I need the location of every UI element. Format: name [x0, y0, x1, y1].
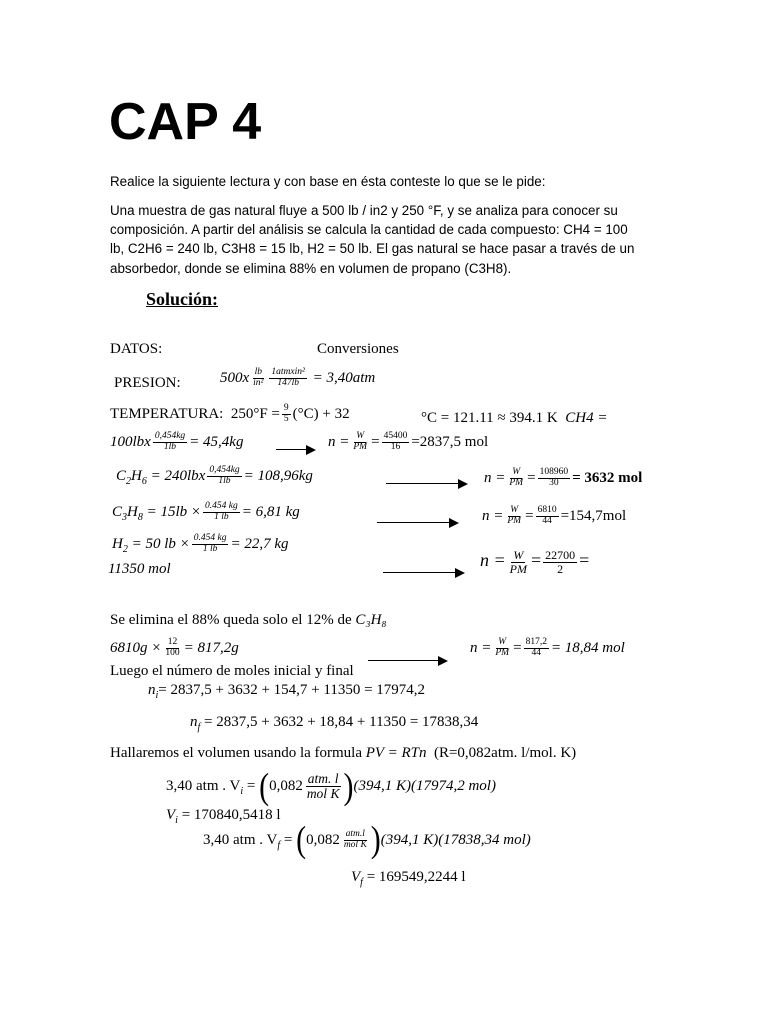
ch4-label: CH4 =: [565, 410, 608, 426]
vi-const: 0,082: [269, 778, 303, 795]
ch4-n-lhs: n =: [328, 433, 350, 450]
nf-value: = 2837,5 + 3632 + 18,84 + 11350 = 17838,34: [204, 714, 479, 730]
vf-unit-fraction: [342, 830, 369, 851]
h2-mass-equation: $H_2 = 50$ lb × $\frac{0.454 kg}{1 lb}$ = 22,7 kg: [112, 533, 289, 555]
vi-unit-fraction: [305, 772, 342, 801]
temperatura-f-den: 5: [283, 413, 289, 424]
elimina-f-den: 100: [165, 647, 180, 658]
h2-f-num: 0.454 kg: [193, 533, 227, 543]
vi-equation: 3,40 atm . $V_i = (0,082$ $\frac{\text{atm. l}}{\text{mol K}}$ )(394,1 K)(17974,2 mol): [166, 765, 496, 807]
elimina-n-result: = 18,84 mol: [550, 639, 625, 656]
problem-line-3: lb, C2H6 = 240 lb, C3H8 = 15 lb, H2 = 50 lb. El gas natural se hace pasar a través de un: [110, 241, 635, 256]
c2h6-v-den: 30: [549, 477, 559, 488]
c2h6-n-lhs: n =: [484, 469, 506, 486]
problem-line-1: Una muestra de gas natural fluye a 500 lb / in2 y 250 °F, y se analiza para conocer su: [110, 203, 618, 218]
c3h8-w: W: [510, 505, 519, 515]
h2-fraction: [192, 534, 229, 555]
h2-w: W: [513, 548, 524, 562]
problem-line-2: composición. A partir del análisis se calcula la cantidad de cada compuesto: CH4 = 100: [110, 222, 628, 237]
h2-n-result: =: [579, 550, 590, 571]
presion-f1-den: in²: [253, 377, 264, 388]
h2-arrow: [383, 564, 465, 582]
temperatura-f-num: 9: [283, 403, 289, 413]
ch4-fraction: [153, 432, 187, 453]
elimina-w-pm: [493, 638, 511, 659]
elimina-arrow: [368, 652, 448, 670]
presion-result: = 3,40atm: [312, 369, 376, 386]
temperatura-eq: 250°F =: [230, 405, 280, 422]
datos-label: DATOS:: [110, 341, 163, 357]
presion-label: PRESION:: [114, 375, 181, 391]
elimina-mass-equation: [110, 638, 239, 659]
presion-fraction-2: [269, 368, 306, 389]
vi-lhs: 3,40 atm . V: [166, 778, 241, 795]
c2h6-values-fraction: [538, 468, 571, 489]
c3h8-moles-equation: n = $\frac{W}{PM}$ = $\frac{6810}{44}$ =154,7mol: [482, 505, 627, 526]
c2h6-n-result: = 3632 mol: [572, 469, 643, 486]
temperatura-eq-rest: (°C) + 32: [292, 405, 350, 422]
elimina-v-den: 44: [531, 647, 541, 658]
c2h6-mass-equation: $C_2H_6 = 240lbx$ $\frac{0,454kg}{1lb}$ = 108,96kg: [116, 465, 313, 487]
vi-c-num: atm. l: [307, 771, 339, 786]
h2-n-lhs: n =: [480, 550, 506, 571]
h2-v-num: 22700: [545, 548, 576, 562]
vi-rest: (394,1 K)(17974,2 mol): [353, 778, 496, 795]
elimina-f-num: 12: [167, 637, 178, 647]
vi-c-den: mol K: [306, 786, 340, 802]
elimina-result: = 817,2g: [183, 639, 239, 656]
c3h8-fraction: [203, 502, 240, 523]
c3h8-pm: PM: [507, 515, 522, 526]
temperatura-equation: [110, 404, 350, 425]
elimina-line: [110, 612, 387, 629]
ch4-w-pm: [351, 432, 369, 453]
elimina-v-num: 817,2: [525, 637, 547, 647]
c3h8-arrow: [377, 514, 459, 532]
elimina-lhs: 6810g ×: [110, 639, 162, 656]
elimina-fraction: [163, 638, 181, 659]
ch4-n-result: =2837,5 mol: [411, 433, 489, 450]
c2h6-moles-equation: n = $\frac{W}{PM}$ = $\frac{108960}{30}$ = 3632 mol: [484, 467, 643, 488]
elimina-values-fraction: [524, 638, 549, 659]
vf-const: 0,082: [306, 831, 340, 848]
c2h6-f-den: 1lb: [218, 475, 231, 486]
c2h6-fraction: [207, 466, 241, 487]
ch4-mass-equation: [110, 432, 243, 453]
ch4-arrow: [276, 441, 316, 459]
c2h6-lhs: = 240lbx: [150, 467, 206, 484]
ch4-moles-equation: [328, 432, 488, 453]
temperatura-label: TEMPERATURA:: [110, 405, 224, 422]
vf-rest: (394,1 K)(17838,34 mol): [380, 831, 531, 848]
vi-result-line: $V_i = 170840,5418$ l: [166, 807, 281, 826]
nf-equation: $n_f = 2837,5 + 3632 + 18,84 + 11350 = 17838,34$: [190, 714, 479, 733]
c3h8-w-pm: [505, 506, 523, 527]
vf-result-line: $V_f = 169549,2244$ l: [351, 869, 466, 888]
vf-c-den: mol K: [343, 839, 367, 850]
vf-c-num: atm.l: [345, 829, 365, 839]
c3h8-result: = 6,81 kg: [241, 503, 300, 520]
c3h8-f-den: 1 lb: [214, 511, 229, 522]
presion-equation: [220, 368, 375, 389]
ch4-v-num: 45400: [383, 431, 408, 441]
c2h6-f-num: 0,454kg: [209, 465, 240, 475]
h2-v-den: 2: [557, 561, 564, 576]
c3h8-values-fraction: [536, 506, 559, 527]
c3h8-f-num: 0.454 kg: [205, 501, 238, 511]
c2h6-result: = 108,96kg: [243, 467, 313, 484]
celsius-value: °C = 121.11 ≈ 394.1 K: [421, 410, 558, 426]
page-title: CAP 4: [109, 93, 262, 151]
h2-pm: PM: [509, 561, 527, 576]
ch4-pm: PM: [353, 441, 368, 452]
elimina-text: Se elimina el 88% queda solo el 12% de: [110, 612, 352, 628]
vf-equation: 3,40 atm . $V_f = (0,082$ $\frac{\text{atm.l}}{\text{mol K}}$ )(394,1 K)(17838,34 mol): [203, 819, 531, 861]
h2-f-den: 1 lb: [202, 543, 218, 554]
conversiones-label: Conversiones: [317, 341, 399, 357]
volumen-intro: Hallaremos el volumen usando la formula: [110, 745, 363, 761]
ch4-result: = 45,4kg: [189, 433, 244, 450]
h2-result: = 22,7 kg: [230, 535, 289, 552]
ni-value: = 2837,5 + 3632 + 154,7 + 11350 = 17974,2: [158, 682, 426, 698]
c2h6-w-pm: [507, 468, 525, 489]
c3h8-n-result: =154,7mol: [560, 507, 627, 524]
solution-heading: Solución:: [146, 289, 219, 309]
r-value: (R=0,082atm. l/mol. K): [433, 745, 577, 761]
c3h8-mass-equation: $C_3H_8 = 15lb$ × $\frac{0.454 kg}{1 lb}$ = 6,81 kg: [112, 501, 300, 523]
c2h6-pm: PM: [509, 477, 524, 488]
vf-lhs: 3,40 atm . V: [203, 831, 278, 848]
volumen-intro-line: [110, 745, 576, 762]
ch4-f-den: 1lb: [163, 441, 177, 452]
elimina-pm: PM: [495, 647, 510, 658]
temperatura-celsius: [421, 410, 607, 427]
ch4-w: W: [356, 431, 365, 441]
presion-f2-num: 1atmxin²: [271, 367, 305, 377]
problem-line-4: absorbedor, donde se elimina 88% en volumen de propano (C3H8).: [110, 261, 512, 276]
ch4-values-fraction: [382, 432, 410, 453]
c2h6-w: W: [512, 467, 521, 477]
h2-moles-equation: n = $\frac{W}{PM}$ = $\frac{22700}{2}$ =: [480, 548, 590, 576]
elimina-w: W: [498, 637, 507, 647]
h2-lhs: = 50 lb ×: [131, 535, 190, 552]
intro-text: Realice la siguiente lectura y con base en ésta conteste lo que se le pide:: [110, 174, 546, 189]
c3h8-n-lhs: n =: [482, 507, 504, 524]
ch4-eq: =: [371, 433, 380, 450]
elimina-formula: C₃H₈: [355, 612, 387, 628]
ch4-f-num: 0,454kg: [154, 431, 186, 441]
c2h6-v-num: 108960: [539, 467, 569, 477]
h2-carry: 11350 mol: [108, 561, 171, 577]
presion-lhs: 500x: [220, 369, 250, 386]
ch4-v-den: 16: [390, 441, 401, 452]
h2-w-pm: [508, 549, 529, 575]
c3h8-v-num: 6810: [537, 505, 557, 515]
c3h8-v-den: 44: [542, 515, 552, 526]
vf-result: = 169549,2244 l: [366, 869, 466, 885]
elimina-n-lhs: n =: [470, 639, 492, 656]
volumen-formula: PV = RTn: [365, 745, 427, 761]
temperatura-fraction: [282, 404, 291, 425]
c2h6-arrow: [386, 475, 468, 493]
c3h8-lhs: = 15lb ×: [146, 503, 202, 520]
ni-equation: $n_i= 2837,5 + 3632 + 154,7 + 11350 = 17974,2$: [148, 682, 426, 701]
elimina-moles-equation: n = $\frac{W}{PM}$ = $\frac{817,2}{44}$ = 18,84 mol: [470, 637, 625, 658]
moles-intro: Luego el número de moles inicial y final: [110, 663, 354, 679]
ch4-lhs: 100lbx: [110, 433, 151, 450]
vi-result: = 170840,5418 l: [181, 807, 281, 823]
h2-values-fraction: [543, 549, 577, 575]
presion-fraction-1: [251, 368, 265, 389]
presion-f1-num: lb: [254, 367, 262, 377]
presion-f2-den: 147lb: [277, 377, 299, 388]
